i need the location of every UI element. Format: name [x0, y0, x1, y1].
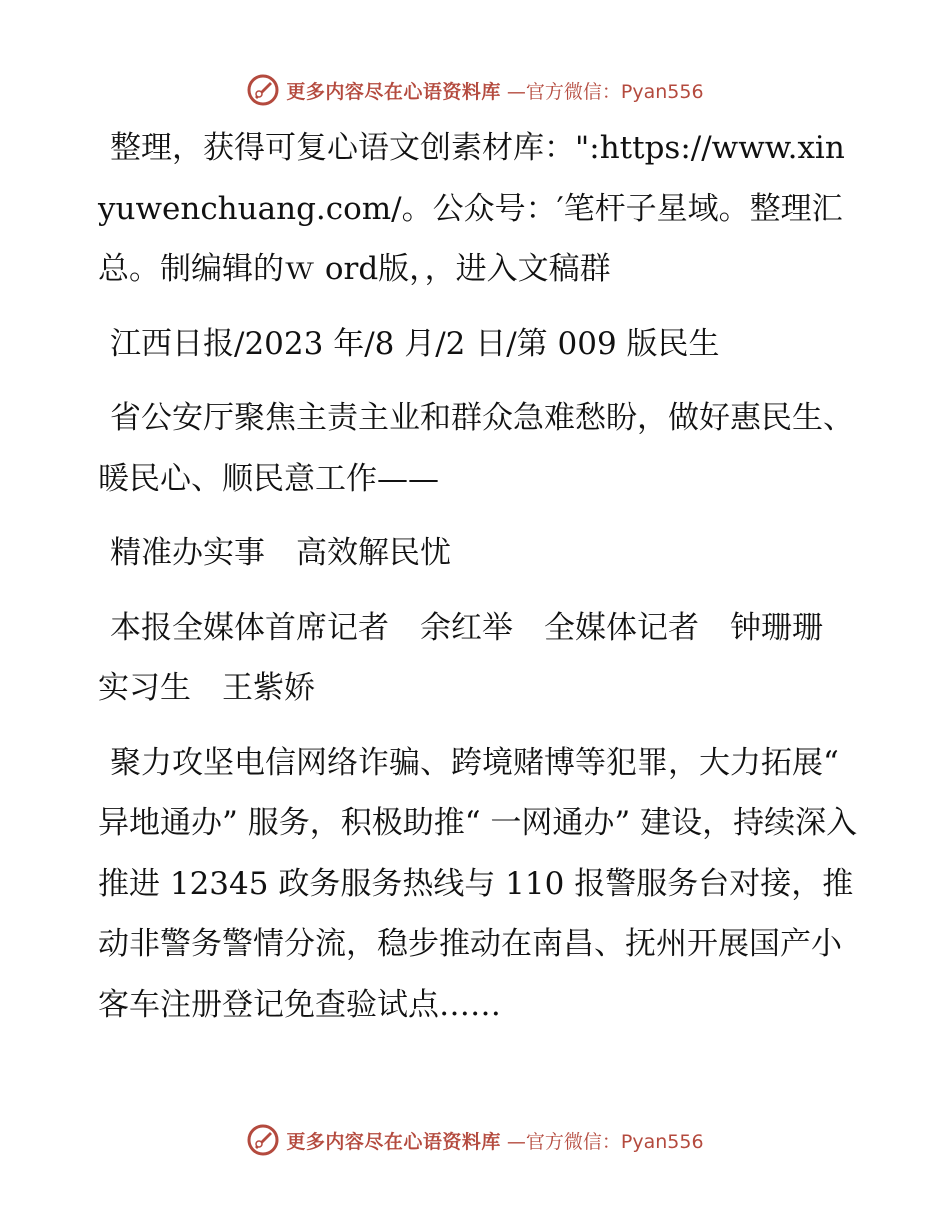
- byline: 本报全媒体首席记者 余红举 全媒体记者 钟珊珊 实习生 王紫娇: [98, 609, 854, 706]
- footer-watermark: [0, 1120, 950, 1160]
- document-body: [98, 118, 858, 1035]
- brand-logo-icon: [246, 1123, 280, 1157]
- footer-brand-text: 更多内容尽在心语资料库: [286, 1130, 501, 1153]
- brand-logo-icon: [246, 73, 280, 107]
- footer-contact-text: —官方微信：Pyan556: [506, 1130, 704, 1153]
- body-paragraph: 聚力攻坚电信网络诈骗、跨境赌博等犯罪，大力拓展“ 异地通办” 服务，积极助推“ 一网通办” 建设，持续深入推进 12345 政务服务热线与 110 报警服务台对接，推动非警务警情分流，稳步推动在南昌、抚州开展国产小客车注册登记免查验试点……: [98, 744, 858, 1023]
- headline-lead: 省公安厅聚焦主责主业和群众急难愁盼，做好惠民生、暖民心、顺民意工作——: [98, 400, 854, 497]
- footer-watermark-inner: [246, 1123, 703, 1157]
- headline-title: 精准办实事 高效解民忧: [110, 535, 451, 571]
- header-contact-text: —官方微信：Pyan556: [506, 80, 704, 103]
- header-watermark-inner: [246, 73, 703, 107]
- intro-paragraph: 整理，获得可复心语文创素材库：":https://www.xinyuwenchuang.com/。公众号：′笔杆子星域。整理汇总。制编辑的ｗ ord版，，进入文稿群: [98, 130, 845, 287]
- header-brand-text: 更多内容尽在心语资料库: [286, 80, 501, 103]
- header-watermark: [0, 70, 950, 110]
- source-line: 江西日报/2023 年/8 月/2 日/第 009 版民生: [110, 325, 720, 362]
